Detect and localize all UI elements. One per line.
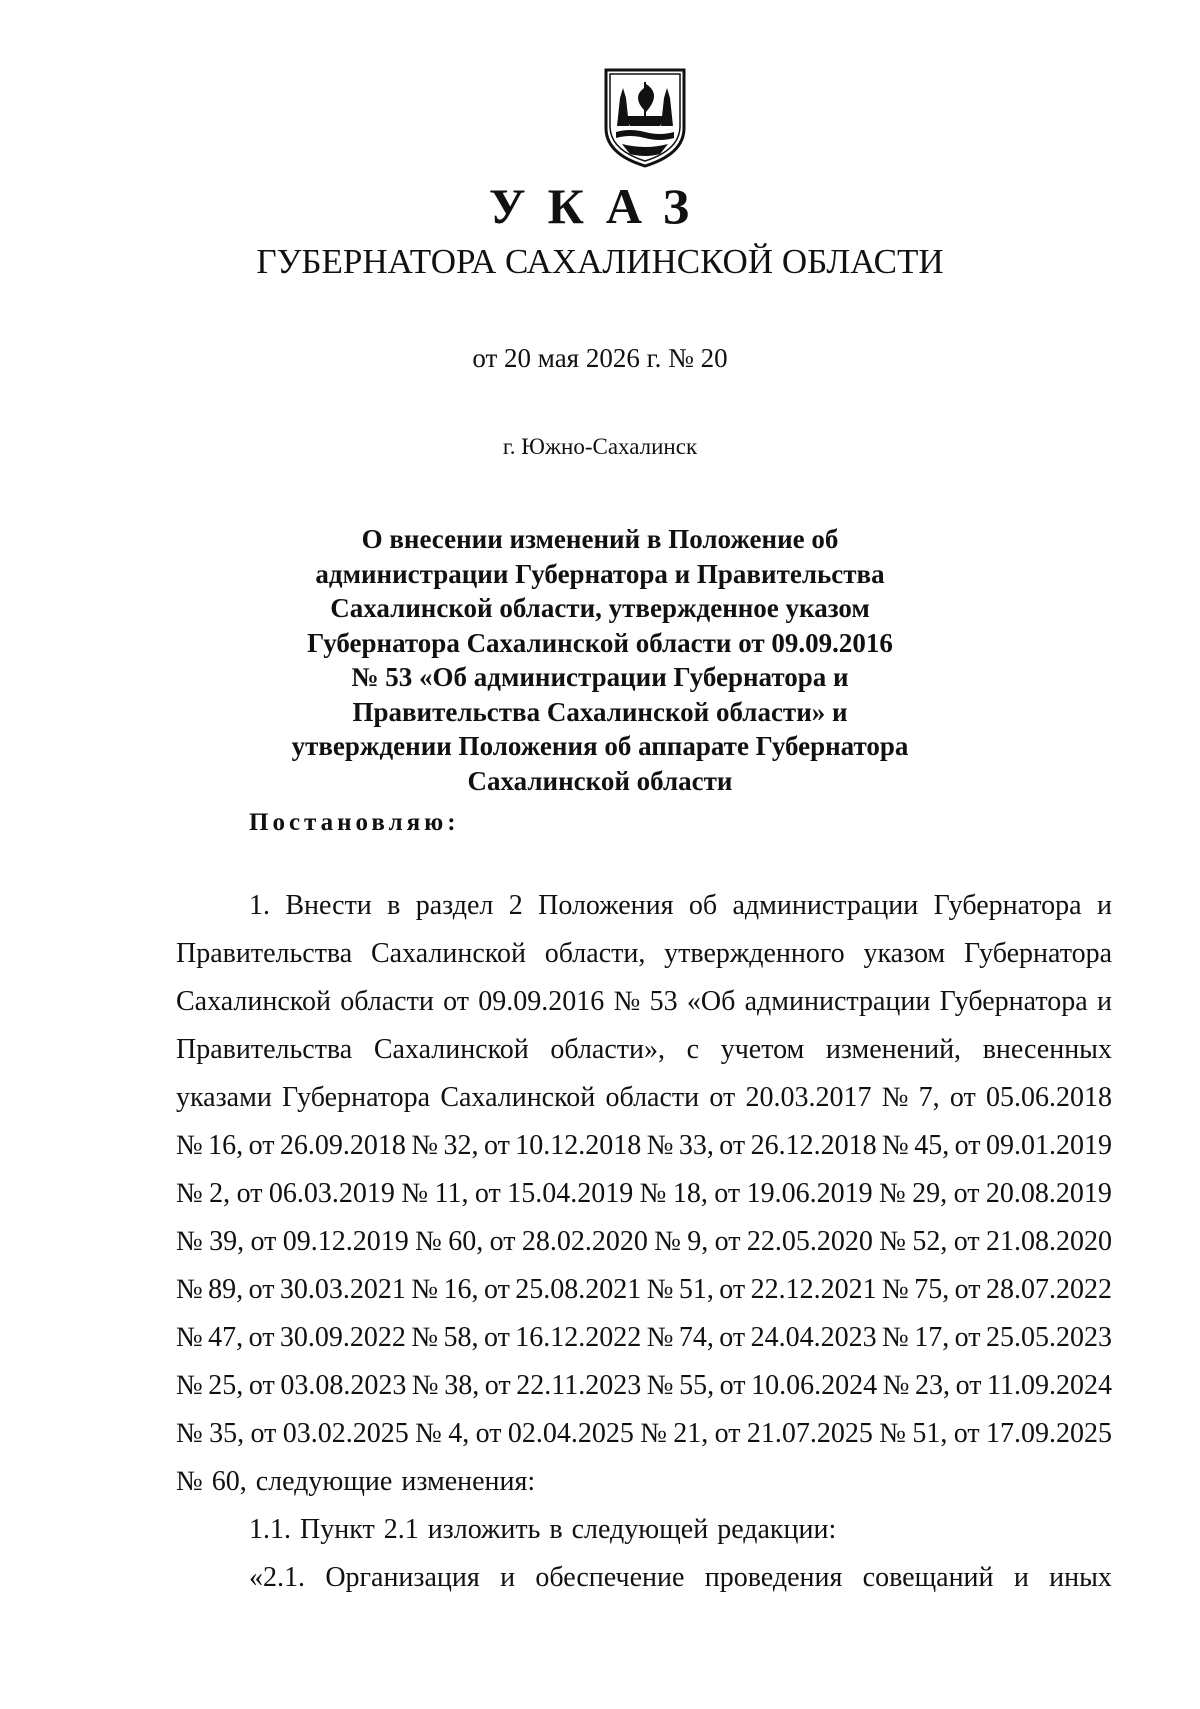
document-body	[176, 882, 1112, 1602]
document-date-number: от 20 мая 2026 г. № 20	[472, 343, 728, 373]
heading-line: № 53 «Об администрации Губернатора и	[351, 662, 849, 692]
body-line: Сахалинской области от 09.09.2016 № 53 «Об администрации Губернатора и	[176, 986, 1112, 1017]
heading-line: Губернатора Сахалинской области от 09.09.2016	[307, 627, 893, 658]
document-heading	[0, 522, 1200, 798]
body-line: 1. Внести в раздел 2 Положения об администрации Губернатора и	[249, 890, 1112, 921]
body-line: «2.1. Организация и обеспечение проведения совещаний и иных	[249, 1562, 1112, 1593]
heading-line: Сахалинской области	[467, 765, 733, 796]
body-line: № 89, от 30.03.2021 № 16, от 25.08.2021 № 51, от 22.12.2021 № 75, от 28.07.2022	[176, 1274, 1112, 1305]
body-line: № 16, от 26.09.2018 № 32, от 10.12.2018 № 33, от 26.12.2018 № 45, от 09.01.2019	[176, 1130, 1112, 1161]
body-line: Правительства Сахалинской области», с учетом изменений, внесенных	[176, 1034, 1112, 1065]
coat-of-arms-icon	[600, 64, 690, 168]
heading-line: Правительства Сахалинской области» и	[352, 696, 848, 727]
heading-line: О внесении изменений в Положение об	[361, 524, 839, 554]
body-line: № 39, от 09.12.2019 № 60, от 28.02.2020 № 9, от 22.05.2020 № 52, от 21.08.2020	[176, 1226, 1112, 1257]
heading-line: администрации Губернатора и Правительства	[315, 558, 885, 589]
body-line: № 35, от 03.02.2025 № 4, от 02.04.2025 № 21, от 21.07.2025 № 51, от 17.09.2025	[176, 1418, 1112, 1449]
body-line: указами Губернатора Сахалинской области от 20.03.2017 № 7, от 05.06.2018	[176, 1082, 1112, 1113]
body-line: № 25, от 03.08.2023 № 38, от 22.11.2023 № 55, от 10.06.2024 № 23, от 11.09.2024	[176, 1370, 1112, 1401]
body-line: № 2, от 06.03.2019 № 11, от 15.04.2019 № 18, от 19.06.2019 № 29, от 20.08.2019	[176, 1178, 1112, 1209]
body-line: № 47, от 30.09.2022 № 58, от 16.12.2022 № 74, от 24.04.2023 № 17, от 25.05.2023	[176, 1322, 1112, 1353]
body-line: 1.1. Пункт 2.1 изложить в следующей редакции:	[249, 1514, 837, 1545]
decree-word: Постановляю:	[249, 809, 460, 836]
body-line: Правительства Сахалинской области, утвержденного указом Губернатора	[176, 938, 1112, 969]
document-subtitle: ГУБЕРНАТОРА САХАЛИНСКОЙ ОБЛАСТИ	[256, 242, 944, 281]
document-city: г. Южно-Сахалинск	[502, 434, 698, 459]
body-line: № 60, следующие изменения:	[176, 1466, 536, 1497]
document-title: УКАЗ	[488, 178, 712, 234]
heading-line: утверждении Положения об аппарате Губернатора	[291, 731, 909, 761]
heading-line: Сахалинской области, утвержденное указом	[330, 593, 870, 623]
